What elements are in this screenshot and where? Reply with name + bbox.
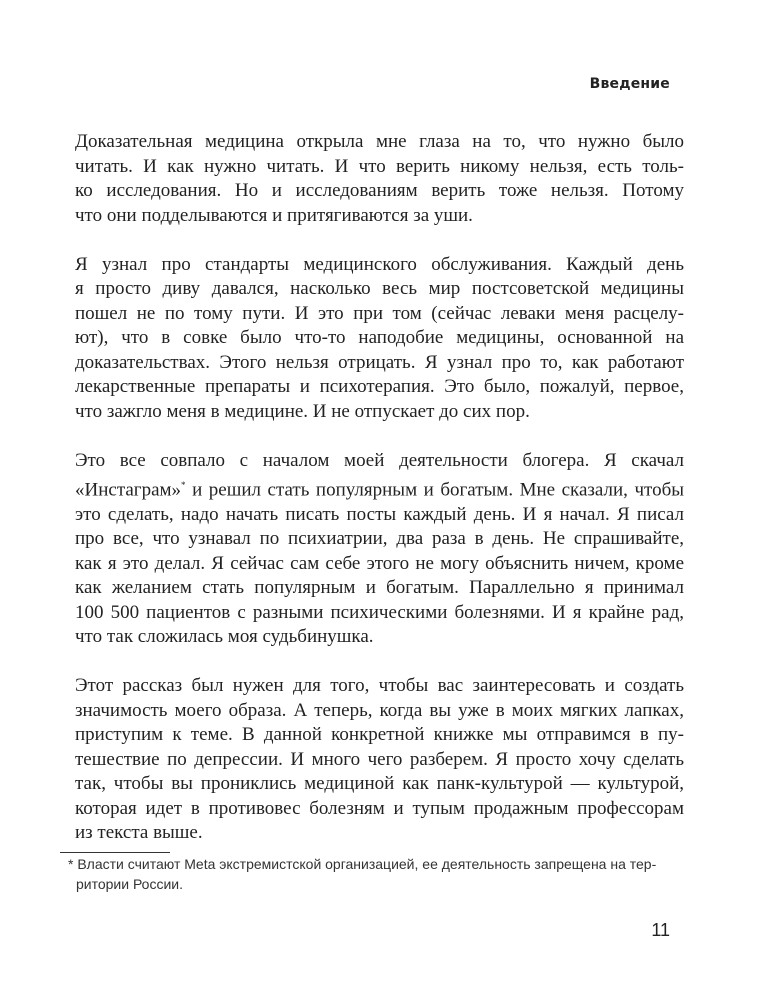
text-line: как я это делал. Я сейчас сам себе этого не могу объяснить ничем, кроме <box>75 552 684 574</box>
text-line: доказательствах. Этого нельзя отрицать. Я узнал про то, как работают <box>75 351 684 373</box>
text-line: которая идет в противовес болезням и тупым продажным профессорам <box>75 797 684 819</box>
text-line: читать. И как нужно читать. И что верить никому нельзя, есть толь- <box>75 155 684 177</box>
running-header: Введение <box>589 76 670 92</box>
footnote-line: * Власти считают Meta экстремистской организацией, ее деятельность запрещена на тер- <box>68 856 657 872</box>
footnote-divider <box>60 852 170 853</box>
text-line: лекарственные препараты и психотерапия. Это было, пожалуй, первое, <box>75 376 684 397</box>
text-line: 100 500 пациентов с разными психическими болезнями. И я крайне рад, <box>75 601 684 623</box>
text-line: ко исследования. Но и исследованиям верить тоже нельзя. Потому <box>75 180 684 201</box>
text-line: ют), что в совке было что-то наподобие медицины, основанной на <box>75 327 684 348</box>
paragraph <box>75 674 684 846</box>
text-line: как желанием стать популярным и богатым. Параллельно я принимал <box>75 577 684 599</box>
text-line: что зажгло меня в медицине. И не отпускает до сих пор. <box>75 400 530 422</box>
text-line: что они подделываются и притягиваются за уши. <box>75 204 473 226</box>
paragraph <box>75 253 684 425</box>
text-line: Я узнал про стандарты медицинского обслуживания. Каждый день <box>75 253 684 275</box>
text-line: значимость моего образа. А теперь, когда вы уже в моих мягких лапках, <box>75 699 684 721</box>
page-number: 11 <box>651 920 670 940</box>
text-line: про все, что узнавал по психиатрии, два раза в день. Не спрашивайте, <box>75 528 684 550</box>
text-line: Доказательная медицина открыла мне глаза на то, что нужно было <box>75 131 684 152</box>
footnote <box>68 854 688 894</box>
text-line: Это все совпало с началом моей деятельности блогера. Я скачал <box>75 449 684 471</box>
paragraph <box>75 130 684 228</box>
text-line: так, чтобы вы прониклись медициной как панк-культурой — культурой, <box>75 773 684 795</box>
footnote-line: ритории России. <box>76 876 184 892</box>
text-line: пошел не по тому пути. И это при том (сейчас леваки меня расцелу- <box>75 302 684 324</box>
text-line: «Инстаграм»* и решил стать популярным и богатым. Мне сказали, чтобы <box>75 479 684 501</box>
text-line: Этот рассказ был нужен для того, чтобы вас заинтересовать и создать <box>75 675 684 697</box>
text-line: я просто диву давался, насколько весь мир постсоветской медицины <box>75 278 684 299</box>
text-line: из текста выше. <box>75 822 203 844</box>
text-line: приступим к теме. В данной конкретной книжке мы отправимся в пу- <box>75 724 684 746</box>
text-line: что так сложилась моя судьбинушка. <box>75 626 374 648</box>
text-line: это сделать, надо начать писать посты каждый день. И я начал. Я писал <box>75 503 684 525</box>
body-text <box>75 130 684 870</box>
paragraph <box>75 449 684 650</box>
text-line: тешествие по депрессии. И много чего разберем. Я просто хочу сделать <box>75 748 684 770</box>
